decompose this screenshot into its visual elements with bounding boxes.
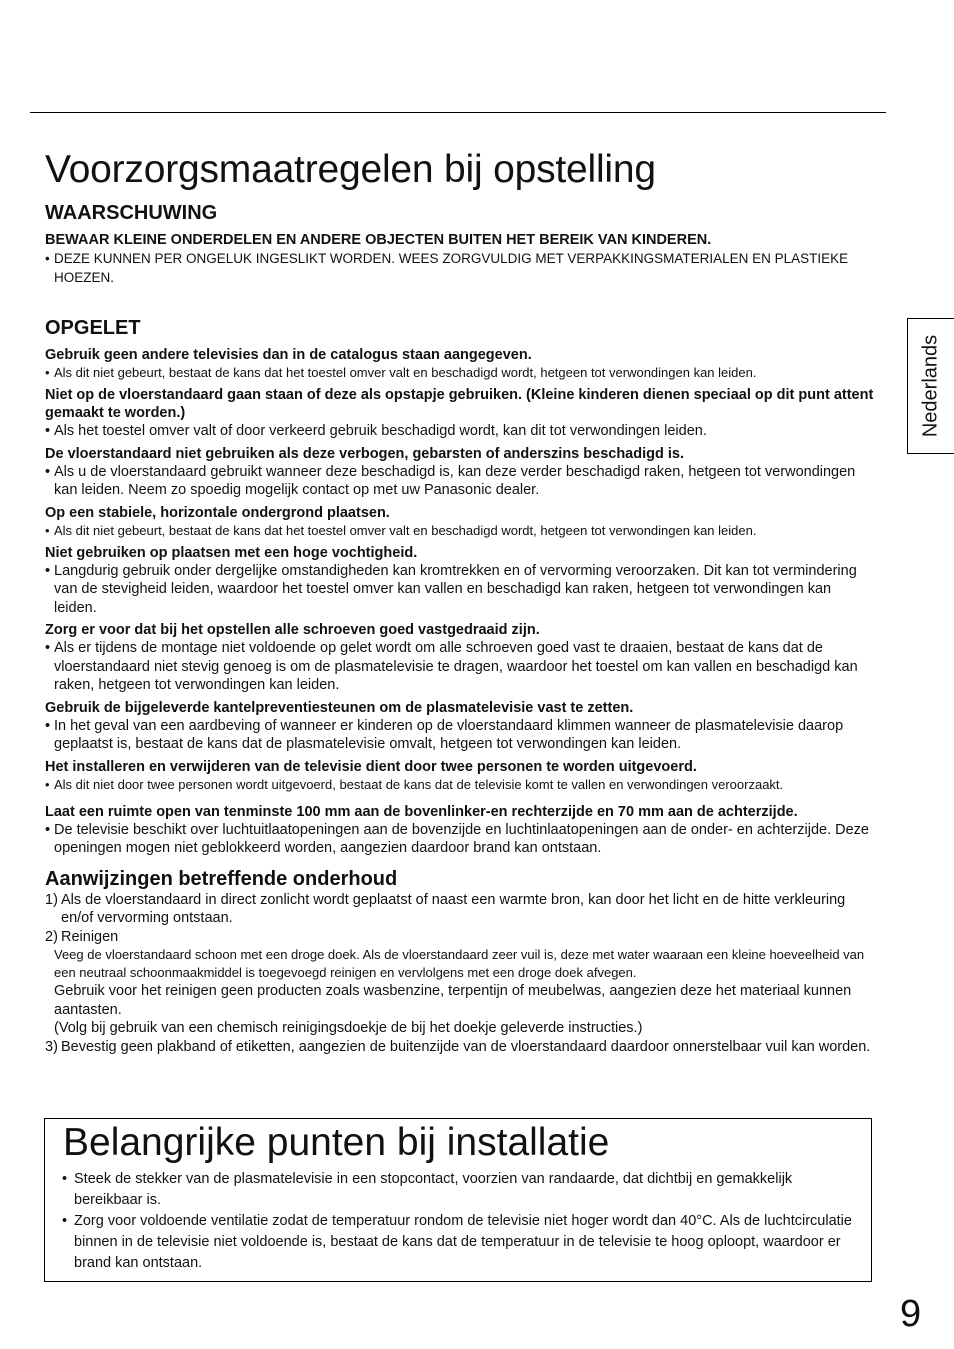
caution-item	[45, 621, 877, 695]
language-tab-label: Nederlands	[919, 334, 942, 438]
caution-bullet: • Langdurig gebruik onder dergelijke omstandigheden kan kromtrekken en of vervorming veroorzaken. Dit kan tot vermindering van de stevigheid leiden, waardoor het toestel omver kan vallen en beschadigd kan raken, hetgeen tot verwondingen kan leiden.	[45, 562, 877, 618]
caution-bullet: • Als dit niet gebeurt, bestaat de kans dat het toestel omver valt en beschadigd wordt, hetgeen tot verwondingen kan leiden.	[45, 364, 877, 382]
caution-item	[45, 758, 877, 794]
caution-bold: Gebruik de bijgeleverde kantelpreventiesteunen om de plasmatelevisie vast te zetten.	[45, 699, 634, 716]
caution-item	[45, 346, 877, 382]
item-number: 1)	[45, 891, 58, 908]
caution-bullet: • Als dit niet door twee personen wordt uitgevoerd, bestaat de kans dat de televisie komt te vallen en verwondingen veroorzaakt.	[45, 776, 877, 794]
caution-bold: De vloerstandaard niet gebruiken als deze verbogen, gebarsten of anderszins beschadigd is.	[45, 445, 684, 462]
caution-item	[45, 803, 877, 858]
main-content	[45, 202, 877, 1056]
caution-bullet: • De televisie beschikt over luchtuitlaatopeningen aan de bovenzijde en luchtinlaatopeningen aan de onder- en achterzijde. Deze openingen mogen niet geblokkeerd worden, aangezien daardoor brand kan ontstaan.	[45, 821, 877, 858]
caution-bold: Zorg er voor dat bij het opstellen alle schroeven goed vastgedraaid zijn.	[45, 622, 540, 638]
installation-bullet: • Zorg voor voldoende ventilatie zodat de temperatuur rondom de televisie niet hoger wordt dan 40°C. Als de luchtcirculatie binnen in de televisie niet voldoende is, bestaat de kans dat de temperatuur in de televisie te hoog oploopt, waardoor er brand kan ontstaan.	[62, 1211, 852, 1274]
caution-heading: OPGELET	[45, 317, 141, 339]
maintenance-item	[45, 891, 877, 928]
caution-item	[45, 386, 877, 441]
warning-heading: WAARSCHUWING	[45, 202, 218, 224]
maintenance-item	[45, 1038, 877, 1057]
language-tab	[907, 318, 954, 454]
caution-bold: Op een stabiele, horizontale ondergrond plaatsen.	[45, 504, 390, 521]
caution-bold: Het installeren en verwijderen van de televisie dient door twee personen te worden uitgevoerd.	[45, 758, 697, 775]
maintenance-subtext: Gebruik voor het reinigen geen producten zoals wasbenzine, terpentijn of meubelwas, aangezien deze het materiaal kunnen aantasten.	[54, 983, 852, 1018]
item-text: Bevestig geen plakband of etiketten, aangezien de buitenzijde van de vloerstandaard daardoor onnerstelbaar vuil kan worden.	[61, 1038, 871, 1055]
caution-bullet: • Als u de vloerstandaard gebruikt wanneer deze beschadigd is, kan deze verder beschadigd raken, hetgeen tot verwondingen kan leiden. Neem zo spoedig mogelijk contact op met uw Panasonic dealer.	[45, 463, 877, 500]
page-number: 9	[900, 1293, 922, 1335]
installation-list	[62, 1169, 852, 1274]
caution-bullet: • Als dit niet gebeurt, bestaat de kans dat het toestel omver valt en beschadigd wordt, hetgeen tot verwondingen kan leiden.	[45, 522, 877, 540]
caution-bullet: • Als er tijdens de montage niet voldoende op gelet wordt om alle schroeven goed vast te draaien, bestaat de kans dat de vloerstandaard niet stevig genoeg is om de plasmatelevisie te dragen, waardoor het toestel om kan vallen en beschadigd kan raken, hetgeen tot verwondingen kan leiden.	[45, 639, 877, 695]
caution-item	[45, 445, 877, 500]
installation-title: Belangrijke punten bij installatie	[63, 1121, 610, 1164]
caution-item	[45, 699, 877, 754]
caution-bold: Niet gebruiken op plaatsen met een hoge vochtigheid.	[45, 544, 418, 561]
caution-bullet: • Als het toestel omver valt of door verkeerd gebruik beschadigd wordt, kan dit tot verwondingen leiden.	[45, 422, 877, 441]
top-divider	[30, 112, 886, 113]
item-text: Reinigen	[61, 928, 119, 945]
caution-bold: Laat een ruimte open van tenminste 100 mm aan de bovenlinker-en rechterzijde en 70 mm aan de achterzijde.	[45, 803, 798, 820]
caution-item	[45, 504, 877, 540]
caution-bold: Gebruik geen andere televisies dan in de catalogus staan aangegeven.	[45, 347, 532, 363]
warning-bullet: • DEZE KUNNEN PER ONGELUK INGESLIKT WORDEN. WEES ZORGVULDIG MET VERPAKKINGSMATERIALEN EN PLASTIEKE HOEZEN.	[45, 249, 877, 287]
installation-box	[44, 1118, 872, 1282]
item-number: 3)	[45, 1038, 58, 1055]
maintenance-heading: Aanwijzingen betreffende onderhoud	[45, 867, 398, 890]
maintenance-subtext: (Volg bij gebruik van een chemisch reinigingsdoekje de bij het doekje geleverde instructies.)	[54, 1020, 643, 1036]
caution-item	[45, 544, 877, 618]
maintenance-subtext: Veeg de vloerstandaard schoon met een droge doek. Als de vloerstandaard zeer vuil is, deze met water waaraan een kleine hoeveelheid van een neutraal schoonmaakmiddel is toegevoegd reinigen en vervlolgens met een droge doek afvegen.	[54, 947, 865, 980]
caution-bold: Niet op de vloerstandaard gaan staan of deze als opstapje gebruiken. (Kleine kinderen dienen speciaal op dit punt attent gemaakt te worden.)	[45, 387, 874, 421]
page-title: Voorzorgsmaatregelen bij opstelling	[45, 148, 656, 191]
item-text: Als de vloerstandaard in direct zonlicht wordt geplaatst of naast een warmte bron, kan door het licht en de hitte verkleuring en/of vervorming ontstaan.	[61, 891, 846, 926]
item-number: 2)	[45, 928, 58, 945]
warning-bold: BEWAAR KLEINE ONDERDELEN EN ANDERE OBJECTEN BUITEN HET BEREIK VAN KINDEREN.	[45, 232, 712, 248]
maintenance-item	[45, 928, 877, 947]
installation-bullet: • Steek de stekker van de plasmatelevisie in een stopcontact, voorzien van randaarde, dat dichtbij en gemakkelijk bereikbaar is.	[62, 1169, 852, 1211]
caution-bullet: • In het geval van een aardbeving of wanneer er kinderen op de vloerstandaard klimmen wanneer de plasmatelevisie daarop geplaatst is, bestaat de kans dat de plasmatelevisie omvalt, hetgeen tot verwondingen kan leiden.	[45, 717, 877, 754]
